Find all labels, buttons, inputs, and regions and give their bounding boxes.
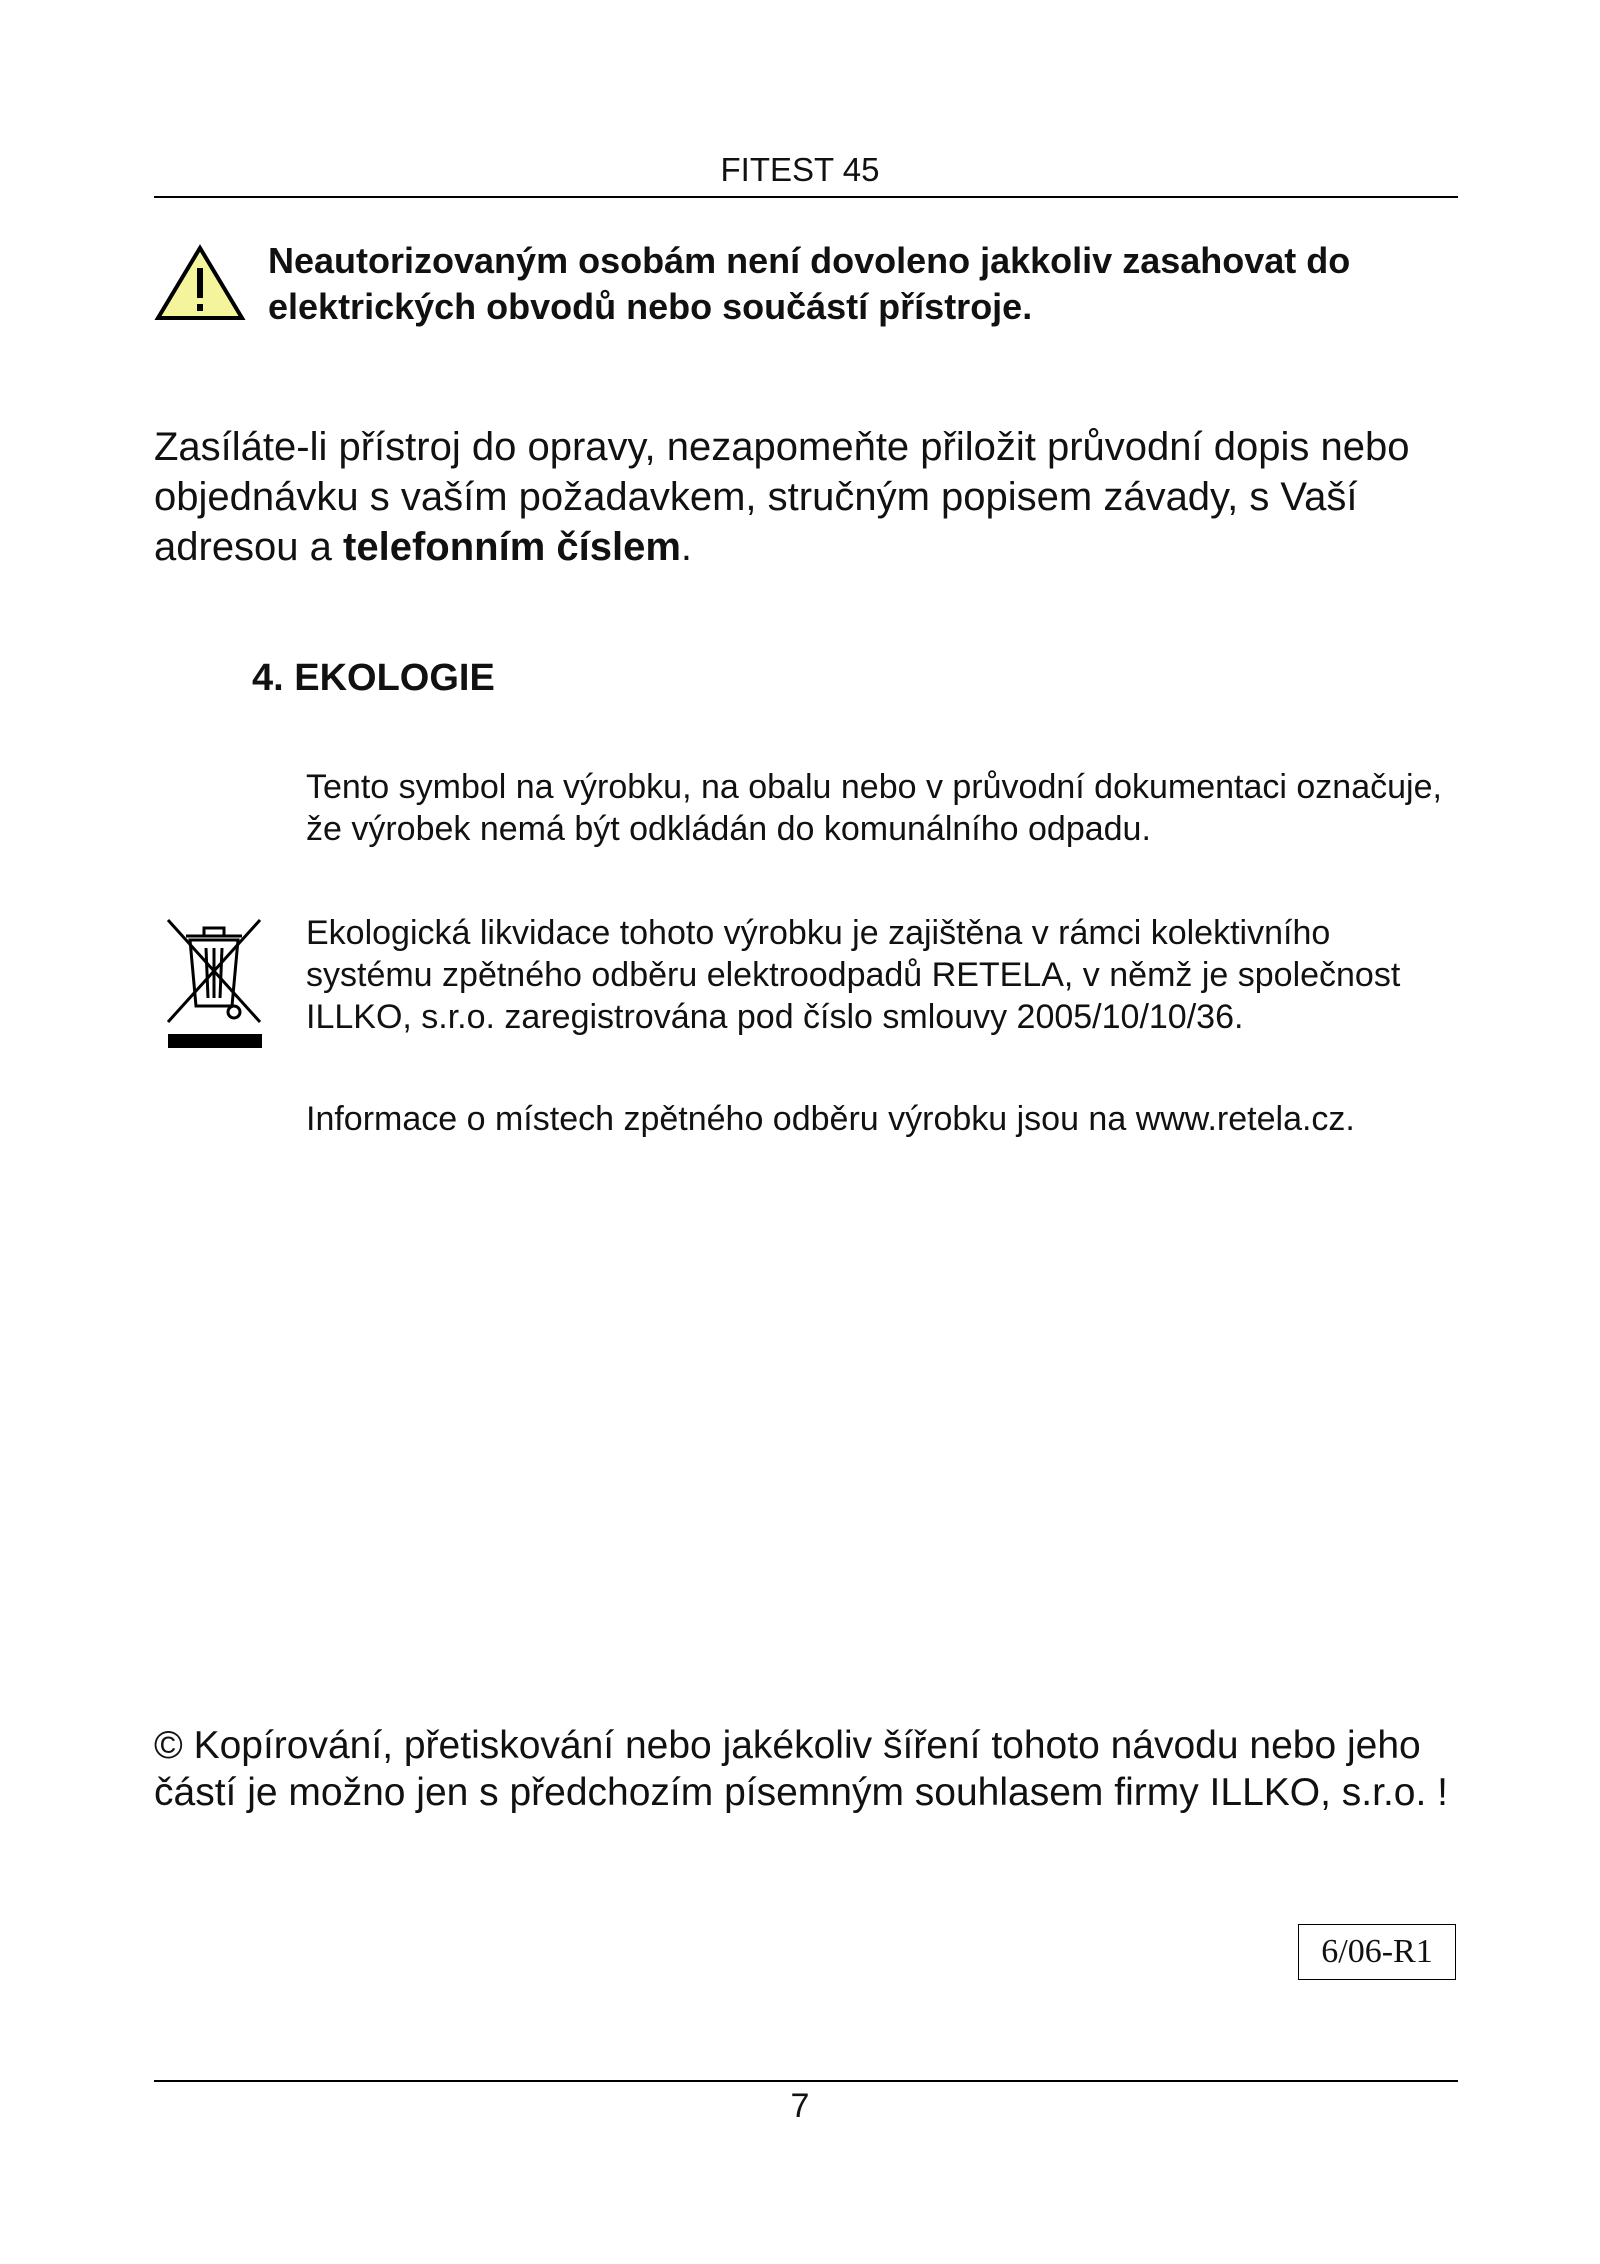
- page-header-title: FITEST 45: [720, 151, 880, 188]
- eco-paragraph-3: Informace o místech zpětného odběru výrobku jsou na www.retela.cz.: [306, 1100, 1355, 1138]
- repair-paragraph: [154, 422, 1474, 572]
- warning-triangle-icon: [154, 244, 246, 322]
- repair-text-start: Zasíláte-li přístroj do opravy, nezapomeňte přiložit průvodní dopis nebo objednávku s vaším požadavkem, stručným popisem závady, s Vaší adresou a: [154, 425, 1410, 569]
- section-heading: 4. EKOLOGIE: [252, 657, 495, 699]
- warning-text: Neautorizovaným osobám není dovoleno jakkoliv zasahovat do elektrických obvodů nebo součástí přístroje.: [268, 240, 1351, 327]
- weee-crossed-bin-icon: [162, 910, 266, 1050]
- header-rule: [154, 196, 1458, 198]
- eco-paragraph-1: Tento symbol na výrobku, na obalu nebo v průvodní dokumentaci označuje, že výrobek nemá být odkládán do komunálního odpadu.: [306, 768, 1442, 848]
- eco-paragraph-2: Ekologická likvidace tohoto výrobku je zajištěna v rámci kolektivního systému zpětného odběru elektroodpadů RETELA, v němž je společnost ILLKO, s.r.o. zaregistrována pod číslo smlouvy 2005/10/10/36.: [306, 914, 1401, 1036]
- page-number: 7: [790, 2087, 810, 2125]
- revision-label: 6/06-R1: [1298, 1924, 1456, 1980]
- copyright-notice: © Kopírování, přetiskování nebo jakékoliv šíření tohoto návodu nebo jeho částí je možno jen s předchozím písemným souhlasem firmy ILLKO, s.r.o. !: [154, 1724, 1448, 1814]
- footer-rule: [154, 2080, 1458, 2082]
- repair-text-end: .: [680, 525, 693, 569]
- repair-text-bold: telefonním číslem: [343, 525, 681, 569]
